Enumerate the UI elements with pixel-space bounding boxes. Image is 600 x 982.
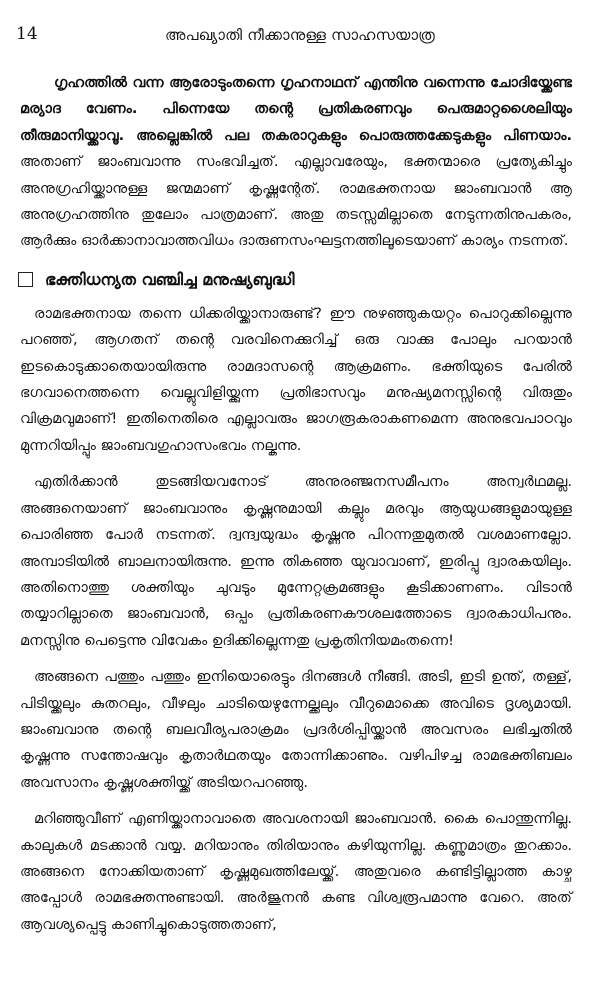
body-paragraph-1: രാമഭക്തനായ തന്നെ ധിക്കരിയ്ക്കാനാരുണ്ട്? ഈ നുഴഞ്ഞുകയറ്റം പൊറുക്കില്ലെന്നു പറഞ്ഞ്, ആഗതന് തന്റെ വരവിനെക്കുറിച്ച് ഒരു വാക്കു പോലും പറയാൻ ഇടകൊടുക്കാതെയായിരുന്നു രാമദാസന്റെ ആക്രമണം. ഭക്തിയുടെ പേരിൽ ഭഗവാനെത്തന്നെ വെല്ലുവിളിയ്ക്കുന്ന പ്രതിഭാസവും മനുഷ്യമനസ്സിന്റെ വിരുതും വിക്രമവുമാണ്! ഇതിനെതിരെ എല്ലാവരും ജാഗരൂകരാകണമെന്ന അനുഭവപാഠവും മുന്നറിയിപ്പും ജാംബവഗുഹാസംഭവം നല്കുന്നു. bbox=[20, 304, 572, 454]
body-paragraph-2: എതിർക്കാൻ തുടങ്ങിയവനോട് അനുരഞ്ജനസമീപനം അന്വർഥമല്ല. അങ്ങനെയാണ് ജാംബവാനും കൃഷ്ണനുമായി കല്ലും മരവും ആയുധങ്ങളുമായുള്ള പൊരിഞ്ഞ പോർ നടന്നത്. ദ്വന്ദ്വയുദ്ധം കൃഷ്ണനു പിറന്നതുമുതൽ വശമാണല്ലോ. അമ്പാടിയിൽ ബാലനായിരുന്നു. ഇന്നു തികഞ്ഞ യുവാവാണ്, ഇരിപ്പു ദ്വാരകയിലും. അതിനൊത്തു ശക്തിയും ചുവടും മുന്നേറ്റക്രമങ്ങളും കൂടിക്കാണണം. വിടാൻ തയ്യാറില്ലാതെ ജാംബവാൻ, ഒപ്പം പ്രതികരണകൗശലത്തോടെ ദ്വാരകാധിപനും. മനസ്സിനു പെട്ടെന്നു വിവേകം ഉദിക്കില്ലെന്നതു പ്രകൃതിനിയമംതന്നെ! bbox=[20, 473, 572, 649]
section-heading-text: ഭക്തിധന്യത വഞ്ചിച്ച മനുഷ്യബുദ്ധി bbox=[45, 269, 295, 289]
page-number: 14 bbox=[16, 24, 38, 44]
body-paragraph-4: മറിഞ്ഞുവീണ് എണിയ്ക്കാനാവാതെ അവശനായി ജാംബവാൻ. കൈ പൊന്തുന്നില്ല. കാലുകൾ മടക്കാൻ വയ്യ. മറിയാനും തിരിയാനും കഴിയുന്നില്ല. കണ്ണുമാത്രം തുറക്കാം. അങ്ങനെ നോക്കിയതാണ് കൃഷ്ണമുഖത്തിലേയ്ക്ക്. അതുവരെ കണ്ടിട്ടില്ലാത്ത കാഴ്ച അപ്പോൾ രാമഭക്തന്നുണ്ടായി. അർജുനൻ കണ്ട വിശ്വരൂപമാന്നു വേറെ. അത് ആവശ്യപ്പെട്ടു കാണിച്ചുകൊടുത്തതാണ്, bbox=[20, 810, 572, 933]
checkbox-square-icon bbox=[18, 272, 33, 287]
intro-bold-text: ഗൃഹത്തിൽ വന്ന ആരോടുംതന്നെ ഗൃഹനാഥന് എന്തിനു വന്നെന്നു ചോദിയ്ക്കേണ്ട മര്യാദ വേണം. പിന്നെയേ തന്റെ പ്രതികരണവും പെരുമാറ്റശൈലിയും തീരുമാനിയ്ക്കാവൂ. അല്ലെങ്കിൽ പല തകരാറുകളും പൊരുത്തക്കേടുകളും പിണയാം. bbox=[20, 74, 572, 144]
intro-paragraph bbox=[20, 70, 572, 255]
page-header bbox=[0, 24, 600, 50]
running-title: അപഖ്യാതി നീക്കാനുള്ള സാഹസയാത്ര bbox=[164, 26, 435, 44]
intro-text: അതാണ് ജാംബവാന്നു സംഭവിച്ചത്. എല്ലാവരേയും, ഭക്തന്മാരെ പ്രത്യേകിച്ചും അനുഗ്രഹിയ്ക്കാനുള്ള ജന്മമാണ് കൃഷ്ണന്റേത്. രാമഭക്തനായ ജാംബവാൻ ആ അനുഗ്രഹത്തിനു തുലോം പാത്രമാണ്. അതു തടസ്സമില്ലാതെ നേടുന്നതിനുപകരം, ആർക്കും ഓർക്കാനാവാത്തവിധം ദാരുണസംഘട്ടനത്തിലൂടെയാണ് കാര്യം നടന്നത്. bbox=[20, 153, 572, 250]
section-heading bbox=[18, 265, 572, 295]
body-paragraph-3: അങ്ങനെ പത്തും പത്തും ഇനിയൊരെട്ടും ദിനങ്ങൾ നീങ്ങി. അടി, ഇടി ഉന്ത്, തള്ള്, പിടിയ്ക്കലും കുതറലും, വീഴലും ചാടിയെഴുന്നേല്ക്കലും വീറുമൊക്കെ അവിടെ ദൃശ്യമായി. ജാംബവാനു തന്റെ ബലവീര്യപരാക്രമം പ്രദർശിപ്പിയ്ക്കാൻ അവസരം ലഭിച്ചതിൽ കൃഷ്ണന്നു സന്തോഷവും കൃതാർഥതയും തോന്നിക്കാണും. വഴിപിഴച്ച രാമഭക്തിബലം അവസാനം കൃഷ്ണശക്തിയ്ക്ക് അടിയറപറഞ്ഞു. bbox=[20, 668, 572, 791]
page-body bbox=[20, 70, 572, 948]
